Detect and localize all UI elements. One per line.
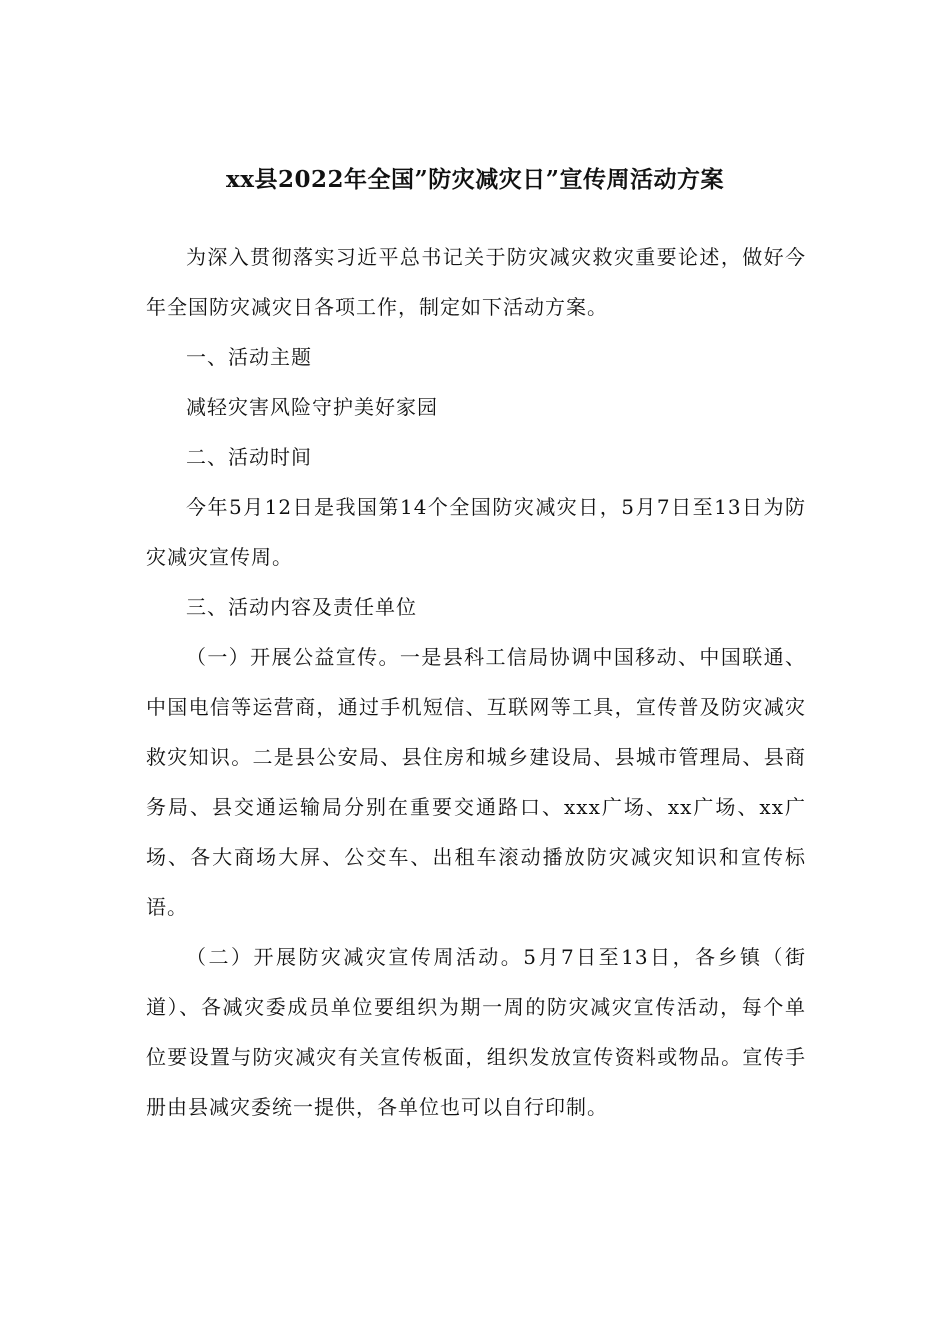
content-paragraph-1: （一）开展公益宣传。一是县科工信局协调中国移动、中国联通、中国电信等运营商，通过手机短信、互联网等工具，宣传普及防灾减灾救灾知识。二是县公安局、县住房和城乡建设局、县城市管理局、县商务局、县交通运输局分别在重要交通路口、xxx广场、xx广场、xx广场、各大商场大屏、公交车、出租车滚动播放防灾减灾知识和宣传标语。 bbox=[146, 645, 806, 919]
content-paragraph-2: （二）开展防灾减灾宣传周活动。5月7日至13日，各乡镇（街道）、各减灾委成员单位要组织为期一周的防灾减灾宣传活动，每个单位要设置与防灾减灾有关宣传板面，组织发放宣传资料或物品。宣传手册由县减灾委统一提供，各单位也可以自行印制。 bbox=[146, 945, 806, 1119]
document-title: xx县2022年全国”防灾减灾日”宣传周活动方案 bbox=[226, 166, 724, 193]
theme-paragraph: 减轻灾害风险守护美好家园 bbox=[186, 395, 438, 419]
section-heading-theme: 一、活动主题 bbox=[186, 345, 312, 369]
section-heading-time: 二、活动时间 bbox=[186, 445, 312, 469]
time-paragraph: 今年5月12日是我国第14个全国防灾减灾日，5月7日至13日为防灾减灾宣传周。 bbox=[146, 495, 806, 569]
intro-paragraph: 为深入贯彻落实习近平总书记关于防灾减灾救灾重要论述，做好今年全国防灾减灾日各项工作，制定如下活动方案。 bbox=[146, 245, 806, 319]
section-heading-content: 三、活动内容及责任单位 bbox=[186, 595, 417, 619]
document-body bbox=[146, 232, 806, 1132]
